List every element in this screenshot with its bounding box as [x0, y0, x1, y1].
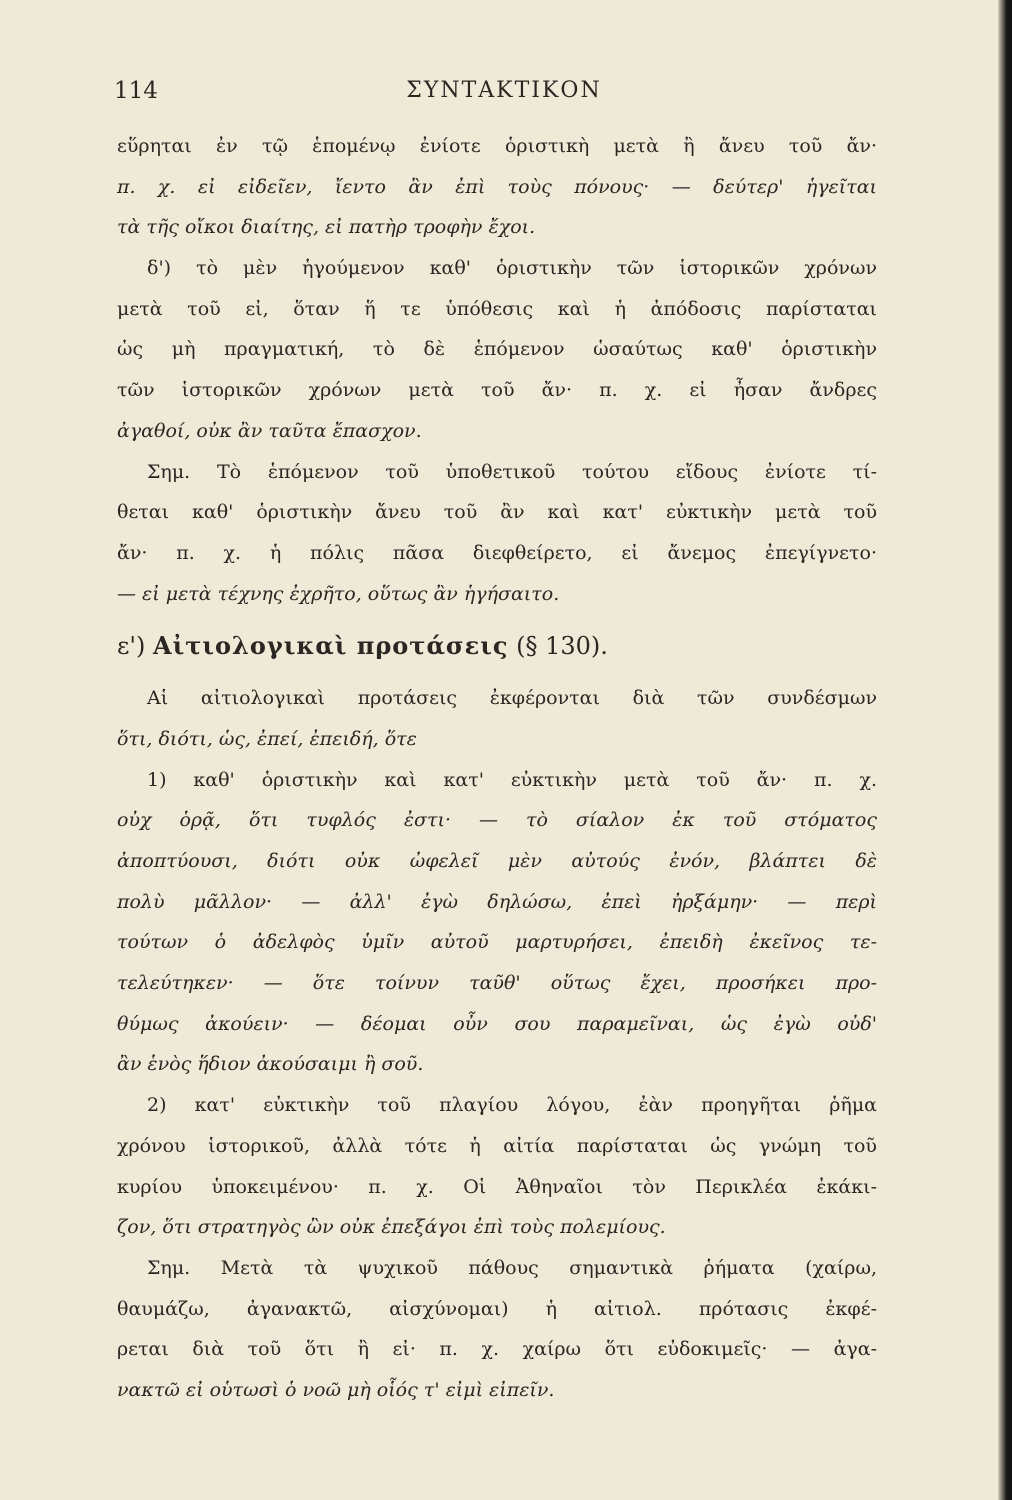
- section-reference: (§ 130).: [516, 632, 608, 661]
- text-line: θαυμάζω, ἀγανακτῶ, αἰσχύνομαι) ἡ αἰτιολ. πρότασις ἐκφέ-: [117, 1297, 877, 1320]
- text-line: ὅτι, διότι, ὡς, ἐπεί, ἐπειδή, ὅτε: [117, 727, 417, 750]
- text-line: ὡς μὴ πραγματική, τὸ δὲ ἑπόμενον ὡσαύτως καθ' ὁριστικὴν: [117, 338, 877, 361]
- text-line: ἄν· π. χ. ἡ πόλις πᾶσα διεφθείρετο, εἰ ἄνεμος ἐπεγίγνετο·: [117, 541, 877, 564]
- text-line: ρεται διὰ τοῦ ὅτι ἢ εἰ· π. χ. χαίρω ὅτι εὐδοκιμεῖς· — ἀγα-: [117, 1338, 877, 1361]
- running-head: ΣΥΝΤΑΚΤΙΚΟΝ: [406, 78, 602, 103]
- text-line: π. χ. εἰ εἰδεῖεν, ἴεντο ἂν ἐπὶ τοὺς πόνους· — δεύτερ' ἡγεῖται: [117, 175, 877, 198]
- text-line: ἂν ἑνὸς ἥδιον ἀκούσαιμι ἢ σοῦ.: [117, 1053, 424, 1076]
- text-line: τὰ τῆς οἴκοι διαίτης, εἰ πατὴρ τροφὴν ἔχοι.: [117, 216, 536, 239]
- text-line: Σημ. Τὸ ἑπόμενον τοῦ ὑποθετικοῦ τούτου εἴδους ἐνίοτε τί-: [147, 460, 877, 483]
- page-header: [114, 78, 894, 118]
- text-line: οὐχ ὁρᾷ, ὅτι τυφλός ἐστι· — τὸ σίαλον ἐκ τοῦ στόματος: [117, 809, 877, 832]
- text-line: τῶν ἱστορικῶν χρόνων μετὰ τοῦ ἄν· π. χ. εἰ ἦσαν ἄνδρες: [117, 379, 877, 402]
- text-line: 1) καθ' ὁριστικὴν καὶ κατ' εὐκτικὴν μετὰ τοῦ ἄν· π. χ.: [147, 768, 877, 791]
- text-line: ἀγαθοί, οὐκ ἂν ταῦτα ἔπασχον.: [117, 419, 422, 442]
- section-heading: [117, 614, 877, 678]
- text-line: δ') τὸ μὲν ἡγούμενον καθ' ὁριστικὴν τῶν ἱστορικῶν χρόνων: [147, 257, 877, 280]
- section-label: ε'): [117, 632, 146, 661]
- page-binding-edge: [998, 0, 1012, 1500]
- text-line: τούτων ὁ ἀδελφὸς ὑμῖν αὐτοῦ μαρτυρήσει, ἐπειδὴ ἐκεῖνος τε-: [117, 931, 877, 954]
- page-number: 114: [114, 78, 158, 104]
- text-line: πολὺ μᾶλλον· — ἀλλ' ἐγὼ δηλώσω, ἐπεὶ ἠρξάμην· — περὶ: [117, 890, 877, 913]
- text-line: ἀποπτύουσι, διότι οὐκ ὠφελεῖ μὲν αὐτούς ἐνόν, βλάπτει δὲ: [117, 850, 877, 872]
- text-line: κυρίου ὑποκειμένου· π. χ. Οἱ Ἀθηναῖοι τὸν Περικλέα ἐκάκι-: [117, 1175, 877, 1198]
- text-line: Αἱ αἰτιολογικαὶ προτάσεις ἐκφέρονται διὰ τῶν συνδέσμων: [147, 687, 877, 710]
- text-line: θεται καθ' ὁριστικὴν ἄνευ τοῦ ἂν καὶ κατ' εὐκτικὴν μετὰ τοῦ: [117, 501, 877, 524]
- text-line: — εἰ μετὰ τέχνης ἐχρῆτο, οὕτως ἂν ἡγήσαιτο.: [117, 582, 560, 605]
- page-body: [117, 126, 877, 1411]
- text-line: νακτῶ εἰ οὑτωσὶ ὁ νοῶ μὴ οἷός τ' εἰμὶ εἰπεῖν.: [117, 1378, 555, 1401]
- text-line: μετὰ τοῦ εἰ, ὅταν ἥ τε ὑπόθεσις καὶ ἡ ἀπόδοσις παρίσταται: [117, 297, 877, 320]
- text-line: ζον, ὅτι στρατηγὸς ὢν οὐκ ἐπεξάγοι ἐπὶ τοὺς πολεμίους.: [117, 1216, 666, 1239]
- section-title: Αἰτιολογικαὶ προτάσεις: [153, 631, 509, 661]
- text-line: Σημ. Μετὰ τὰ ψυχικοῦ πάθους σημαντικὰ ῥήματα (χαίρω,: [147, 1256, 877, 1279]
- text-line: χρόνου ἱστορικοῦ, ἀλλὰ τότε ἡ αἰτία παρίσταται ὡς γνώμη τοῦ: [117, 1134, 877, 1157]
- text-line: 2) κατ' εὐκτικὴν τοῦ πλαγίου λόγου, ἐὰν προηγῆται ῥῆμα: [147, 1094, 877, 1117]
- text-line: τελεύτηκεν· — ὅτε τοίνυν ταῦθ' οὕτως ἔχει, προσήκει προ-: [117, 972, 877, 995]
- text-line: εὕρηται ἐν τῷ ἑπομένῳ ἐνίοτε ὁριστικὴ μετὰ ἢ ἄνευ τοῦ ἄν·: [117, 135, 877, 157]
- text-line: θύμως ἀκούειν· — δέομαι οὖν σου παραμεῖναι, ὡς ἐγὼ οὐδ': [117, 1012, 877, 1035]
